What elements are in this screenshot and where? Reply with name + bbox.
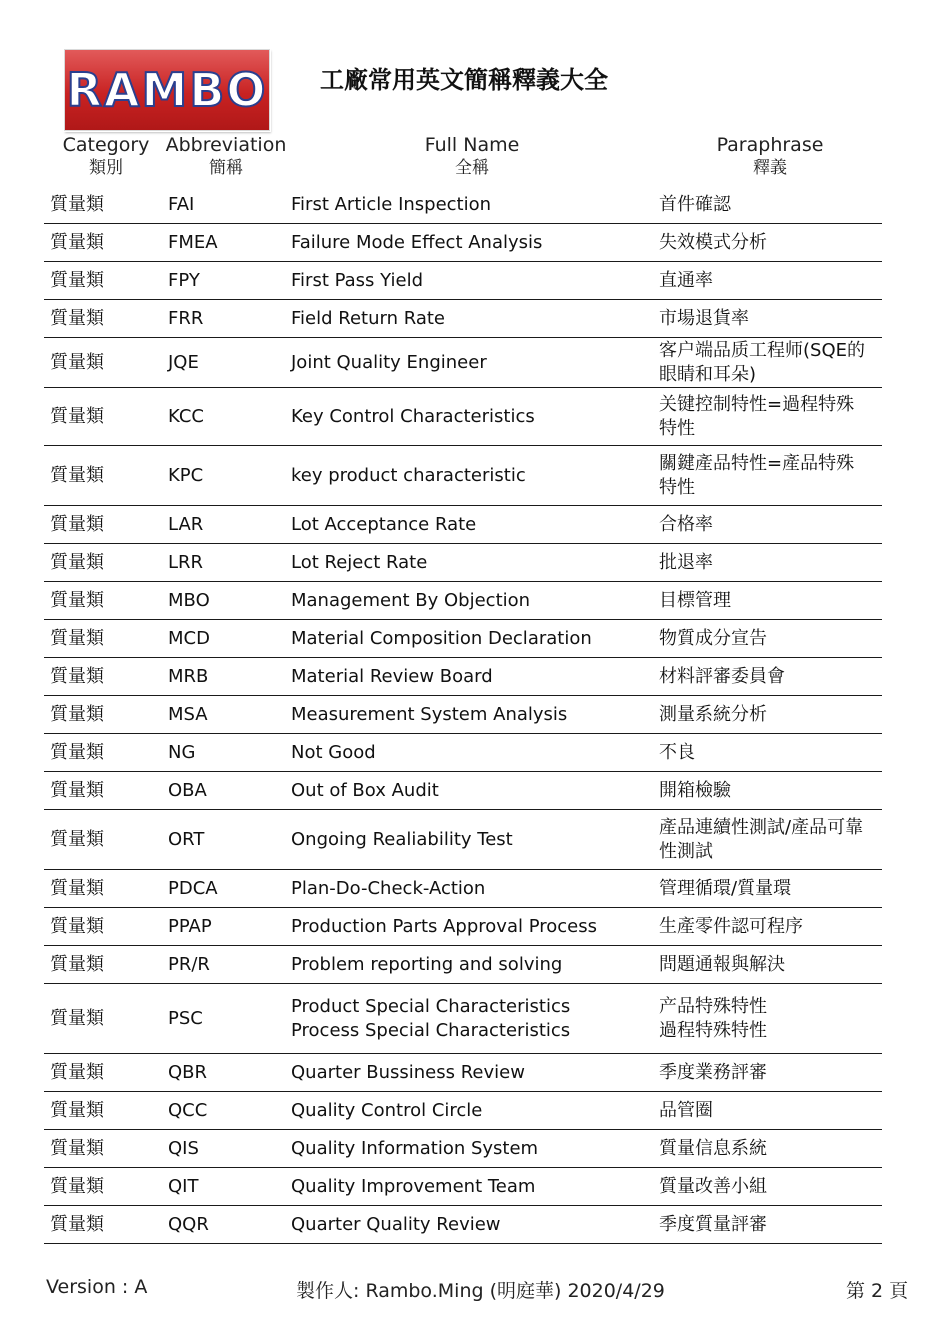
cell-full-name [291, 1206, 651, 1243]
cell-paraphrase [659, 388, 884, 445]
cell-category: 質量類 [50, 877, 104, 899]
cell-category: 質量類 [50, 231, 104, 253]
cell-full-name [291, 1092, 651, 1129]
cell-category: 質量類 [50, 1175, 104, 1197]
table-row [44, 908, 882, 946]
table-row [44, 696, 882, 734]
cell-category: 質量類 [50, 1213, 104, 1235]
table-row [44, 446, 882, 506]
cell-paraphrase-line: 市場退貨率 [659, 307, 749, 329]
cell-abbreviation: FRR [168, 307, 204, 329]
cell-paraphrase [659, 1206, 884, 1243]
cell-full-name [291, 262, 651, 299]
cell-abbreviation: KCC [168, 405, 204, 427]
cell-paraphrase-line: 目標管理 [659, 589, 731, 611]
cell-paraphrase-line: 質量信息系統 [659, 1137, 767, 1159]
cell-paraphrase [659, 186, 884, 223]
cell-full-name-line: Lot Acceptance Rate [291, 513, 477, 535]
cell-full-name-line: Production Parts Approval Process [291, 915, 597, 937]
cell-paraphrase [659, 262, 884, 299]
table-row [44, 984, 882, 1054]
table-row [44, 1054, 882, 1092]
cell-full-name [291, 300, 651, 337]
cell-category: 質量類 [50, 193, 104, 215]
header-abbreviation [162, 133, 290, 179]
cell-full-name [291, 620, 651, 657]
cell-category: 質量類 [50, 1061, 104, 1083]
cell-category: 質量類 [50, 513, 104, 535]
cell-category: 質量類 [50, 1007, 104, 1029]
cell-paraphrase [659, 506, 884, 543]
cell-full-name [291, 1168, 651, 1205]
cell-full-name [291, 544, 651, 581]
cell-category: 質量類 [50, 627, 104, 649]
cell-paraphrase-line: 产品特殊特性 [659, 995, 767, 1017]
cell-paraphrase-line: 直通率 [659, 269, 713, 291]
header-full-name-zh: 全稱 [455, 158, 489, 178]
cell-full-name-line: Product Special Characteristics [291, 995, 571, 1017]
cell-paraphrase [659, 984, 884, 1053]
table-row [44, 870, 882, 908]
cell-full-name-line: Not Good [291, 741, 376, 763]
cell-abbreviation: OBA [168, 779, 207, 801]
cell-full-name [291, 446, 651, 505]
table-row [44, 810, 882, 870]
header-category-en: Category [62, 134, 150, 156]
cell-category: 質量類 [50, 551, 104, 573]
cell-paraphrase [659, 582, 884, 619]
cell-full-name-line: Plan-Do-Check-Action [291, 877, 486, 899]
cell-category: 質量類 [50, 351, 104, 373]
cell-paraphrase-line: 測量系統分析 [659, 703, 767, 725]
header-full-name [392, 133, 552, 179]
cell-category: 質量類 [50, 915, 104, 937]
cell-category: 質量類 [50, 464, 104, 486]
table-row [44, 300, 882, 338]
cell-full-name-line: First Article Inspection [291, 193, 492, 215]
cell-paraphrase [659, 446, 884, 505]
cell-paraphrase [659, 908, 884, 945]
table-row [44, 338, 882, 388]
cell-abbreviation: PR/R [168, 953, 210, 975]
glossary-table [44, 186, 882, 1244]
cell-category: 質量類 [50, 307, 104, 329]
cell-full-name [291, 1054, 651, 1091]
cell-full-name-line: First Pass Yield [291, 269, 424, 291]
cell-paraphrase-line: 批退率 [659, 551, 713, 573]
cell-abbreviation: MBO [168, 589, 210, 611]
cell-category: 質量類 [50, 779, 104, 801]
table-row [44, 658, 882, 696]
cell-paraphrase [659, 620, 884, 657]
cell-paraphrase-line: 物質成分宣告 [659, 627, 767, 649]
cell-full-name [291, 338, 651, 387]
cell-paraphrase [659, 1168, 884, 1205]
cell-full-name [291, 734, 651, 771]
table-row [44, 1092, 882, 1130]
cell-abbreviation: QIS [168, 1137, 199, 1159]
cell-paraphrase [659, 1092, 884, 1129]
cell-full-name-line: Joint Quality Engineer [291, 351, 487, 373]
cell-paraphrase [659, 810, 884, 869]
cell-full-name-line: Quality Information System [291, 1137, 539, 1159]
cell-category: 質量類 [50, 741, 104, 763]
cell-category: 質量類 [50, 589, 104, 611]
table-row [44, 620, 882, 658]
cell-abbreviation: PDCA [168, 877, 218, 899]
header-paraphrase-zh: 釋義 [753, 158, 787, 178]
table-row [44, 544, 882, 582]
header-abbreviation-zh: 簡稱 [209, 158, 243, 178]
cell-paraphrase [659, 870, 884, 907]
cell-full-name-line: Quality Improvement Team [291, 1175, 536, 1197]
cell-full-name-line: Material Composition Declaration [291, 627, 592, 649]
cell-paraphrase [659, 658, 884, 695]
cell-full-name-line: Field Return Rate [291, 307, 445, 329]
cell-full-name [291, 908, 651, 945]
cell-paraphrase-line: 不良 [659, 741, 695, 763]
table-row [44, 262, 882, 300]
cell-full-name-line: Management By Objection [291, 589, 531, 611]
table-row [44, 506, 882, 544]
page-title: 工廠常用英文簡稱釋義大全 [320, 66, 608, 94]
table-row [44, 224, 882, 262]
cell-full-name-line: Key Control Characteristics [291, 405, 535, 427]
cell-paraphrase-line: 性測試 [659, 840, 713, 862]
cell-abbreviation: FMEA [168, 231, 218, 253]
cell-abbreviation: QQR [168, 1213, 209, 1235]
cell-full-name [291, 186, 651, 223]
cell-abbreviation: QCC [168, 1099, 208, 1121]
cell-full-name [291, 810, 651, 869]
cell-full-name [291, 984, 651, 1053]
cell-abbreviation: FAI [168, 193, 195, 215]
cell-category: 質量類 [50, 828, 104, 850]
cell-full-name [291, 582, 651, 619]
table-row [44, 946, 882, 984]
cell-category: 質量類 [50, 405, 104, 427]
cell-paraphrase-line: 產品連續性測試/產品可靠 [659, 816, 864, 838]
cell-full-name [291, 506, 651, 543]
table-row [44, 734, 882, 772]
cell-paraphrase-line: 季度質量評審 [659, 1213, 767, 1235]
cell-abbreviation: PPAP [168, 915, 212, 937]
cell-abbreviation: NG [168, 741, 196, 763]
cell-category: 質量類 [50, 665, 104, 687]
cell-full-name-line: Failure Mode Effect Analysis [291, 231, 543, 253]
cell-full-name-line: key product characteristic [291, 464, 526, 486]
cell-full-name-line: Process Special Characteristics [291, 1019, 571, 1041]
cell-full-name [291, 870, 651, 907]
cell-paraphrase [659, 224, 884, 261]
cell-paraphrase [659, 300, 884, 337]
cell-full-name [291, 388, 651, 445]
header-paraphrase [690, 133, 850, 179]
cell-paraphrase [659, 1054, 884, 1091]
footer-version: Version : A [46, 1276, 148, 1298]
cell-category: 質量類 [50, 703, 104, 725]
cell-paraphrase-line: 特性 [659, 476, 695, 498]
cell-paraphrase-line: 問題通報與解決 [659, 953, 785, 975]
header-paraphrase-en: Paraphrase [716, 134, 824, 156]
cell-full-name-line: Lot Reject Rate [291, 551, 428, 573]
table-row [44, 1168, 882, 1206]
table-row [44, 1130, 882, 1168]
cell-category: 質量類 [50, 953, 104, 975]
cell-paraphrase [659, 772, 884, 809]
cell-full-name [291, 224, 651, 261]
cell-abbreviation: QBR [168, 1061, 208, 1083]
cell-abbreviation: QIT [168, 1175, 199, 1197]
cell-abbreviation: ORT [168, 828, 205, 850]
cell-paraphrase-line: 質量改善小組 [659, 1175, 767, 1197]
cell-full-name-line: Quarter Quality Review [291, 1213, 501, 1235]
cell-abbreviation: MRB [168, 665, 209, 687]
cell-abbreviation: PSC [168, 1007, 203, 1029]
header-category [58, 133, 154, 179]
cell-full-name-line: Problem reporting and solving [291, 953, 563, 975]
cell-full-name [291, 946, 651, 983]
cell-paraphrase [659, 544, 884, 581]
cell-paraphrase [659, 696, 884, 733]
cell-category: 質量類 [50, 1137, 104, 1159]
cell-paraphrase-line: 品管圈 [659, 1099, 713, 1121]
footer-page-number: 第 2 頁 [846, 1280, 909, 1302]
table-row [44, 186, 882, 224]
cell-abbreviation: KPC [168, 464, 204, 486]
cell-abbreviation: MCD [168, 627, 210, 649]
cell-full-name-line: Out of Box Audit [291, 779, 439, 801]
cell-paraphrase-line: 材料評審委員會 [659, 665, 785, 687]
cell-abbreviation: MSA [168, 703, 208, 725]
table-row [44, 1206, 882, 1244]
cell-paraphrase-line: 客户端品质工程师(SQE的 [659, 339, 865, 361]
cell-paraphrase [659, 734, 884, 771]
logo-text: RAMBO [66, 63, 268, 117]
cell-abbreviation: JQE [168, 351, 199, 373]
cell-paraphrase [659, 338, 884, 387]
footer-author: 製作人: Rambo.Ming (明庭華) 2020/4/29 [296, 1280, 665, 1302]
cell-full-name [291, 772, 651, 809]
cell-category: 質量類 [50, 269, 104, 291]
cell-paraphrase [659, 1130, 884, 1167]
cell-paraphrase-line: 開箱檢驗 [659, 779, 731, 801]
cell-full-name [291, 1130, 651, 1167]
cell-paraphrase-line: 首件確認 [659, 193, 731, 215]
cell-full-name [291, 658, 651, 695]
cell-full-name-line: Ongoing Realiability Test [291, 828, 513, 850]
cell-abbreviation: LAR [168, 513, 204, 535]
rambo-logo [64, 49, 270, 131]
header-abbreviation-en: Abbreviation [165, 134, 287, 156]
header-full-name-en: Full Name [424, 134, 520, 156]
cell-paraphrase-line: 特性 [659, 417, 695, 439]
cell-paraphrase [659, 946, 884, 983]
cell-full-name [291, 696, 651, 733]
cell-category: 質量類 [50, 1099, 104, 1121]
cell-paraphrase-line: 管理循環/質量環 [659, 877, 792, 899]
table-row [44, 388, 882, 446]
cell-paraphrase-line: 合格率 [659, 513, 713, 535]
cell-abbreviation: LRR [168, 551, 204, 573]
cell-full-name-line: Quality Control Circle [291, 1099, 483, 1121]
cell-paraphrase-line: 眼睛和耳朵) [659, 363, 757, 385]
header-category-zh: 類別 [89, 158, 123, 178]
cell-full-name-line: Measurement System Analysis [291, 703, 568, 725]
cell-paraphrase-line: 過程特殊特性 [659, 1019, 767, 1041]
cell-full-name-line: Material Review Board [291, 665, 493, 687]
table-row [44, 582, 882, 620]
cell-full-name-line: Quarter Bussiness Review [291, 1061, 525, 1083]
cell-paraphrase-line: 关键控制特性=過程特殊 [659, 393, 855, 415]
cell-abbreviation: FPY [168, 269, 200, 291]
cell-paraphrase-line: 關鍵產品特性=產品特殊 [659, 452, 855, 474]
cell-paraphrase-line: 生產零件認可程序 [659, 915, 803, 937]
cell-paraphrase-line: 失效模式分析 [659, 231, 767, 253]
cell-paraphrase-line: 季度業務評審 [659, 1061, 767, 1083]
table-row [44, 772, 882, 810]
